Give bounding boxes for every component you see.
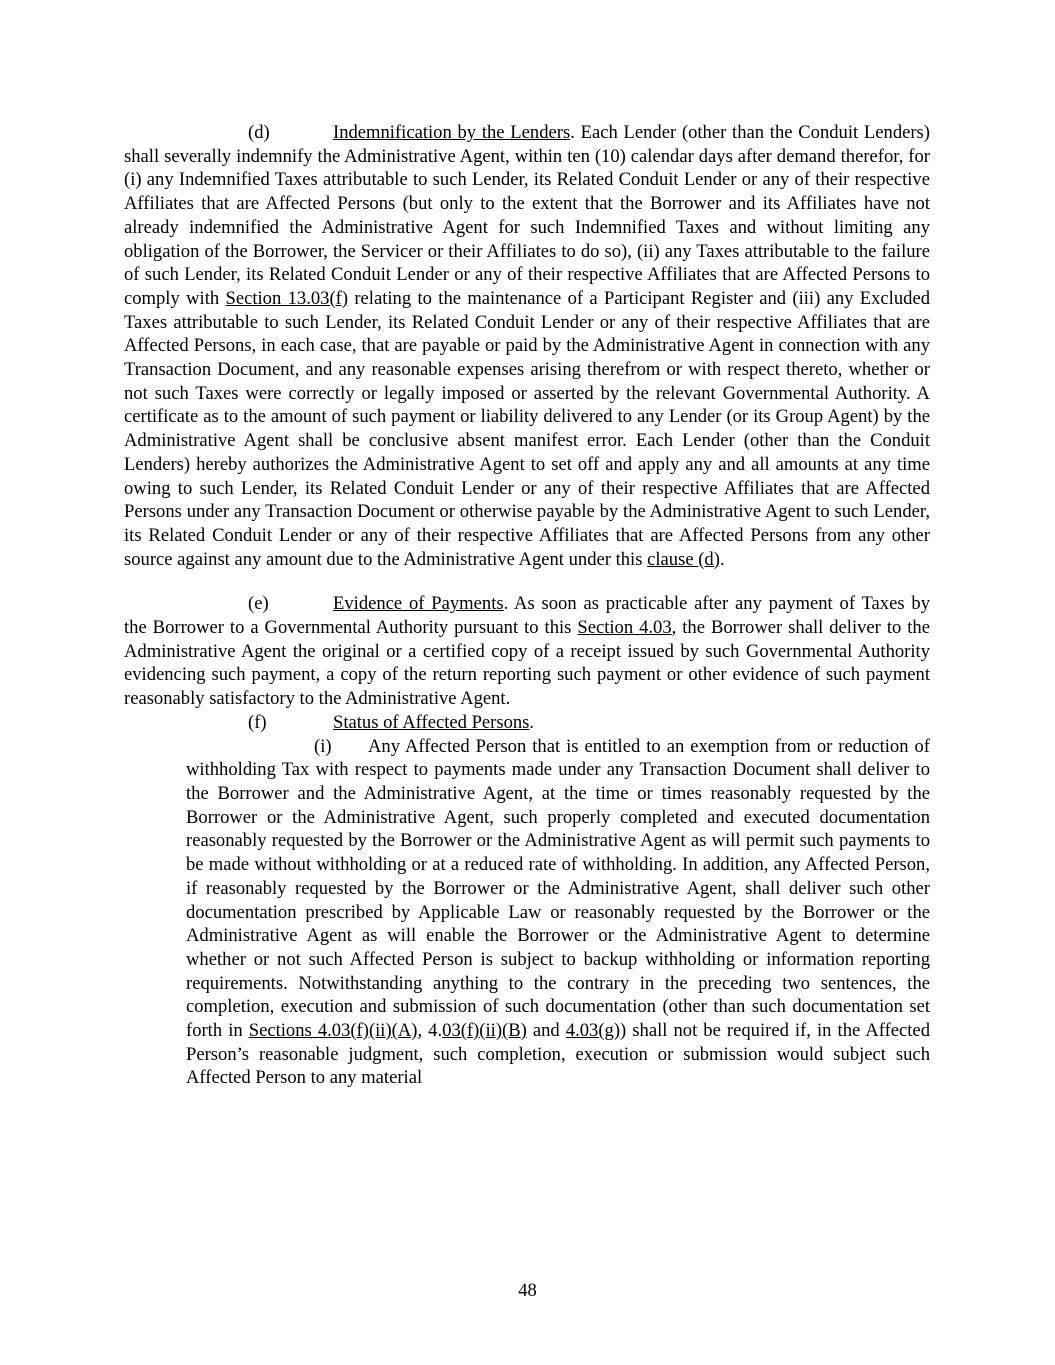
paragraph-d-text-2: relating to the maintenance of a Participant Register and (iii) any Excluded Taxes attributable to such Lender, its Related Conduit Lender or any of their respective Affiliates that are Affected Persons, in each case, that are payable or paid by the Administrative Agent in connection with any Transaction Document, and any reasonable expenses arising therefrom or with respect thereto, whether or not such Taxes were correctly or legally imposed or asserted by the relevant Governmental Authority. A certificate as to the amount of such payment or liability delivered to any Lender (or its Group Agent) by the Administrative Agent shall be conclusive absent manifest error. Each Lender (other than the Conduit Lenders) hereby authorizes the Administrative Agent to set off and apply any and all amounts at any time owing to such Lender, its Related Conduit Lender or any of their respective Affiliates that are Affected Persons under any Transaction Document or otherwise payable by the Administrative Agent to such Lender, its Related Conduit Lender or any of their respective Affiliates that are Affected Persons from any other source against any amount due to the Administrative Agent under this xyxy=(124,287,930,570)
heading-status-of-affected-persons: Status of Affected Persons xyxy=(333,711,530,733)
clause-label-d: (d) xyxy=(248,122,270,143)
paragraph-f-i-text-4: ) shall not be required if, in the Affected Person’s reasonable judgment, such completion, execution or submission would subject such Affected Person to any material xyxy=(186,1020,930,1089)
clause-label-f-i: (i) xyxy=(314,735,332,757)
paragraph-f-i xyxy=(186,735,930,1091)
cross-reference-clause-d: clause (d) xyxy=(647,548,720,570)
document-page xyxy=(124,121,930,1090)
clause-label-f: (f) xyxy=(248,711,267,733)
heading-evidence-of-payments: Evidence of Payments xyxy=(333,593,504,615)
cross-reference-section-13-03f: Section 13.03(f) xyxy=(225,287,349,309)
paragraph-f-i-text-1: Any Affected Person that is entitled to an exemption from or reduction of withholding Tax with respect to payments made under any Transaction Document shall deliver to the Borrower and the Administrative Agent, at the time or times reasonably requested by the Borrower or the Administrative Agent, such properly completed and executed documentation reasonably requested by the Borrower or the Administrative Agent as will permit such payments to be made without withholding or at a reduced rate of withholding. In addition, any Affected Person, if reasonably requested by the Borrower or the Administrative Agent, shall deliver such other documentation prescribed by Applicable Law or reasonably requested by the Borrower or the Administrative Agent as will enable the Borrower or the Administrative Agent to determine whether or not such Affected Person is subject to backup withholding or information reporting requirements. Notwithstanding anything to the contrary in the preceding two sentences, the completion, execution and submission of such documentation (other than such documentation set forth in xyxy=(186,735,930,1042)
clause-label-e: (e) xyxy=(248,593,269,615)
paragraph-f-i-text-2: , 4. xyxy=(417,1020,443,1042)
cross-reference-4-03fiiB: 03(f)(ii)(B) xyxy=(442,1020,527,1042)
cross-reference-4-03g: 4.03(g) xyxy=(565,1020,621,1042)
heading-indemnification: Indemnification by the Lenders xyxy=(333,122,571,143)
paragraph-e xyxy=(124,592,930,711)
page-number: 48 xyxy=(518,1280,537,1301)
paragraph-d-text-3: . xyxy=(719,548,725,570)
paragraph-f-heading xyxy=(124,711,930,735)
heading-f-period: . xyxy=(529,711,535,733)
paragraph-f-i-text-3: and xyxy=(526,1020,566,1042)
paragraph-d xyxy=(124,121,930,571)
cross-reference-sections-4-03fiiA: Sections 4.03(f)(ii)(A) xyxy=(248,1020,418,1042)
paragraph-d-text-1: . Each Lender (other than the Conduit Lenders) shall severally indemnify the Administrative Agent, within ten (10) calendar days after demand therefor, for (i) any Indemnified Taxes attributable to such Lender, its Related Conduit Lender or any of their respective Affiliates that are Affected Persons (but only to the extent that the Borrower and its Affiliates have not already indemnified the Administrative Agent for such Indemnified Taxes and without limiting any obligation of the Borrower, the Servicer or their Affiliates to do so), (ii) any Taxes attributable to the failure of such Lender, its Related Conduit Lender or any of their respective Affiliates that are Affected Persons to comply with xyxy=(124,122,930,309)
cross-reference-section-4-03: Section 4.03 xyxy=(577,617,672,639)
paragraph-e-text-1: . As soon as practicable after any payment of Taxes by the Borrower to a Governmental Authority pursuant to this xyxy=(124,593,930,639)
paragraph-e-text-2: , the Borrower shall deliver to the Administrative Agent the original or a certified copy of a receipt issued by such Governmental Authority evidencing such payment, a copy of the return reporting such payment or other evidence of such payment reasonably satisfactory to the Administrative Agent. xyxy=(124,617,930,710)
